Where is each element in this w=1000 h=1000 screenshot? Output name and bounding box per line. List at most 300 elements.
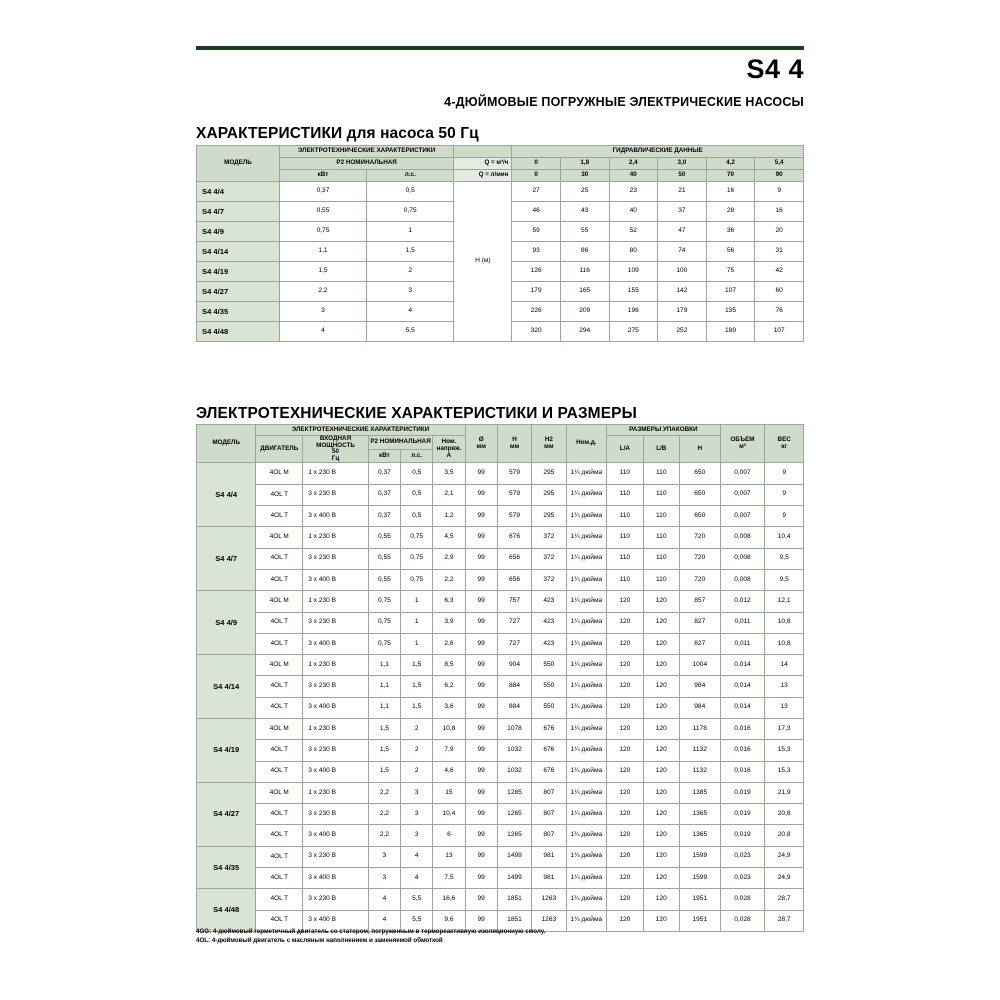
row-weight: 9,5 — [765, 569, 804, 590]
row-lb: 120 — [643, 889, 679, 910]
row-pack-h: 650 — [679, 463, 720, 484]
row-amp: 9,6 — [433, 910, 465, 931]
footnote-4ol-text: 4OL: 4-дюймовый двигатель с масляным наполнением и заменяемой обмоткой — [196, 937, 443, 945]
table-header-row-1 — [197, 425, 804, 436]
row-volume: 0,007 — [720, 484, 765, 505]
row-nomd: 1¼ дюйма — [566, 761, 607, 782]
col-hp: л.с. — [367, 170, 454, 182]
row-h2: 676 — [532, 761, 566, 782]
row-motor: 4OL M — [256, 655, 303, 676]
row-weight: 21,9 — [765, 782, 804, 803]
row-lb: 120 — [643, 804, 679, 825]
row-amp: 10,8 — [433, 719, 465, 740]
row-weight: 13 — [765, 676, 804, 697]
row-pack-h: 827 — [679, 612, 720, 633]
row-kw: 0,55 — [368, 527, 400, 548]
row-h2: 676 — [532, 719, 566, 740]
row-amp: 2,1 — [433, 484, 465, 505]
row-weight: 28,7 — [765, 889, 804, 910]
row-model: S4 4/7 — [197, 202, 280, 222]
row-diam: 99 — [465, 527, 497, 548]
col-lb: L/B — [643, 436, 679, 463]
footnote-4gg-text: 4GG: 4-дюймовый герметичный двигатель со статором, погруженным в термореактивную изоляционную смолу. — [196, 928, 546, 935]
row-motor: 4OL T — [256, 484, 303, 505]
row-pack-h: 1365 — [679, 804, 720, 825]
row-head-value: 196 — [609, 302, 658, 322]
row-model-group: S4 4/4 — [197, 463, 256, 527]
table-row — [197, 804, 804, 825]
row-lb: 110 — [643, 569, 679, 590]
table-header-row-2 — [197, 158, 804, 170]
row-head-value: 47 — [658, 222, 707, 242]
row-lb: 120 — [643, 846, 679, 867]
table-row — [197, 868, 804, 889]
row-la: 120 — [607, 719, 643, 740]
row-weight: 9 — [765, 463, 804, 484]
row-head-value: 27 — [512, 182, 561, 202]
table-row — [197, 676, 804, 697]
row-motor: 4OL M — [256, 719, 303, 740]
row-lb: 110 — [643, 463, 679, 484]
row-amp: 15 — [433, 782, 465, 803]
row-head-value: 28 — [706, 202, 755, 222]
table-row — [197, 484, 804, 505]
row-weight: 13 — [765, 697, 804, 718]
row-amp: 6 — [433, 825, 465, 846]
row-nomd: 1¼ дюйма — [566, 676, 607, 697]
col-model: МОДЕЛЬ — [197, 146, 280, 182]
row-h: 1285 — [497, 782, 531, 803]
row-amp: 13 — [433, 846, 465, 867]
row-head-value: 155 — [609, 282, 658, 302]
q-lmin-value: 0 — [512, 170, 561, 182]
row-kw: 1,1 — [368, 655, 400, 676]
table-row — [197, 182, 804, 202]
row-kw: 1,5 — [279, 262, 366, 282]
row-volume: 0,023 — [720, 846, 765, 867]
row-pack-h: 1365 — [679, 825, 720, 846]
row-kw: 0,37 — [368, 506, 400, 527]
row-hp: 1,5 — [401, 676, 433, 697]
q-lmin-value: 90 — [755, 170, 804, 182]
row-head-value: 21 — [658, 182, 707, 202]
row-diam: 99 — [465, 612, 497, 633]
dimensions-table-wrap — [196, 424, 804, 932]
row-h2: 981 — [532, 868, 566, 889]
row-weight: 9 — [765, 506, 804, 527]
col-diam: Ø мм — [465, 425, 497, 463]
table-row — [197, 846, 804, 867]
row-kw: 0,55 — [368, 569, 400, 590]
row-kw: 0,75 — [279, 222, 366, 242]
row-pack-h: 720 — [679, 548, 720, 569]
row-amp: 2,6 — [433, 633, 465, 654]
row-head-value: 55 — [560, 222, 609, 242]
row-input-power: 3 x 230 B — [303, 846, 369, 867]
row-h: 1032 — [497, 740, 531, 761]
row-head-value: 126 — [512, 262, 561, 282]
row-la: 120 — [607, 889, 643, 910]
row-amp: 10,4 — [433, 804, 465, 825]
row-volume: 0,011 — [720, 633, 765, 654]
row-nomd: 1¼ дюйма — [566, 484, 607, 505]
row-kw: 1,1 — [368, 697, 400, 718]
row-diam: 99 — [465, 846, 497, 867]
q-m3h-value: 1,8 — [560, 158, 609, 170]
row-kw: 1,1 — [368, 676, 400, 697]
row-kw: 3 — [368, 868, 400, 889]
row-motor: 4OL T — [256, 910, 303, 931]
row-nomd: 1¼ дюйма — [566, 633, 607, 654]
row-h2: 676 — [532, 740, 566, 761]
row-h: 884 — [497, 697, 531, 718]
row-weight: 9,5 — [765, 548, 804, 569]
col-h: H мм — [497, 425, 531, 463]
row-head-value: 75 — [706, 262, 755, 282]
row-pack-h: 1599 — [679, 868, 720, 889]
page-subtitle: 4-ДЮЙМОВЫЕ ПОГРУЖНЫЕ ЭЛЕКТРИЧЕСКИЕ НАСОСЫ — [444, 95, 804, 109]
col-volume: ОБЪЕМ м³ — [720, 425, 765, 463]
row-head-value: 37 — [658, 202, 707, 222]
row-nomd: 1¼ дюйма — [566, 804, 607, 825]
row-hp: 2 — [401, 740, 433, 761]
row-nomd: 1¼ дюйма — [566, 868, 607, 889]
row-head-value: 31 — [755, 242, 804, 262]
row-hp: 2 — [401, 719, 433, 740]
row-nomd: 1¼ дюйма — [566, 697, 607, 718]
row-volume: 0,019 — [720, 782, 765, 803]
row-model-group: S4 4/19 — [197, 719, 256, 783]
row-nomd: 1¼ дюйма — [566, 910, 607, 931]
row-pack-h: 1951 — [679, 889, 720, 910]
row-weight: 20,8 — [765, 825, 804, 846]
row-amp: 4,5 — [433, 527, 465, 548]
row-motor: 4OL T — [256, 889, 303, 910]
row-kw: 3 — [279, 302, 366, 322]
row-h: 1265 — [497, 804, 531, 825]
dimensions-table — [196, 424, 804, 932]
row-input-power: 3 x 400 B — [303, 761, 369, 782]
q-m3h-value: 2,4 — [609, 158, 658, 170]
row-amp: 3,5 — [433, 463, 465, 484]
row-h: 676 — [497, 527, 531, 548]
row-hp: 5,5 — [401, 910, 433, 931]
row-volume: 0,023 — [720, 868, 765, 889]
footnotes — [196, 927, 545, 946]
col-model: МОДЕЛЬ — [197, 425, 256, 463]
row-nomd: 1¼ дюйма — [566, 655, 607, 676]
row-kw: 2,2 — [368, 782, 400, 803]
row-amp: 3,6 — [433, 697, 465, 718]
table-row — [197, 825, 804, 846]
col-hp: л.с. — [401, 449, 433, 463]
row-h: 579 — [497, 484, 531, 505]
row-nomd: 1¼ дюйма — [566, 825, 607, 846]
row-hp: 1,5 — [367, 242, 454, 262]
row-volume: 0,028 — [720, 910, 765, 931]
row-diam: 99 — [465, 804, 497, 825]
row-h: 656 — [497, 548, 531, 569]
row-diam: 99 — [465, 719, 497, 740]
group-hydro: ГИДРАВЛИЧЕСКИЕ ДАННЫЕ — [512, 146, 804, 158]
row-head-value: 226 — [512, 302, 561, 322]
col-input-power: ВХОДНАЯ МОЩНОСТЬ 50 Гц — [303, 436, 369, 463]
row-hp: 1 — [401, 633, 433, 654]
row-lb: 120 — [643, 868, 679, 889]
row-nomd: 1¼ дюйма — [566, 782, 607, 803]
row-input-power: 3 x 400 B — [303, 868, 369, 889]
row-h: 757 — [497, 591, 531, 612]
row-nomd: 1¼ дюйма — [566, 740, 607, 761]
row-kw: 1,5 — [368, 740, 400, 761]
row-volume: 0,007 — [720, 463, 765, 484]
col-motor: ДВИГАТЕЛЬ — [256, 436, 303, 463]
row-pack-h: 650 — [679, 484, 720, 505]
row-hp: 0,75 — [401, 527, 433, 548]
row-la: 120 — [607, 825, 643, 846]
row-model: S4 4/19 — [197, 262, 280, 282]
row-head-value: 25 — [560, 182, 609, 202]
row-la: 120 — [607, 697, 643, 718]
row-h: 579 — [497, 506, 531, 527]
row-head-value: 179 — [512, 282, 561, 302]
row-kw: 0,37 — [368, 463, 400, 484]
row-diam: 99 — [465, 569, 497, 590]
row-head-value: 43 — [560, 202, 609, 222]
row-diam: 99 — [465, 761, 497, 782]
row-h: 727 — [497, 633, 531, 654]
row-input-power: 1 x 230 B — [303, 527, 369, 548]
row-lb: 110 — [643, 548, 679, 569]
row-motor: 4OL M — [256, 463, 303, 484]
row-head-value: 46 — [512, 202, 561, 222]
row-input-power: 1 x 230 B — [303, 591, 369, 612]
col-p2: P2 НОМИНАЛЬНАЯ — [279, 158, 453, 170]
row-head-value: 40 — [609, 202, 658, 222]
row-model-group: S4 4/14 — [197, 655, 256, 719]
row-h2: 295 — [532, 484, 566, 505]
row-nomd: 1¼ дюйма — [566, 846, 607, 867]
row-amp: 1,2 — [433, 506, 465, 527]
row-weight: 10,8 — [765, 612, 804, 633]
row-h2: 807 — [532, 825, 566, 846]
row-diam: 99 — [465, 889, 497, 910]
row-hp: 0,5 — [401, 463, 433, 484]
row-hp: 1 — [401, 591, 433, 612]
q-m3h-value: 0 — [512, 158, 561, 170]
row-lb: 120 — [643, 633, 679, 654]
col-pack-h: H — [679, 436, 720, 463]
row-la: 120 — [607, 846, 643, 867]
row-input-power: 1 x 230 B — [303, 719, 369, 740]
row-lb: 110 — [643, 484, 679, 505]
row-amp: 7,5 — [433, 868, 465, 889]
row-kw: 0,75 — [368, 633, 400, 654]
row-motor: 4OL T — [256, 697, 303, 718]
row-weight: 15,3 — [765, 761, 804, 782]
row-head-value: 42 — [755, 262, 804, 282]
row-head-value: 74 — [658, 242, 707, 262]
table-row — [197, 761, 804, 782]
table-row — [197, 889, 804, 910]
row-amp: 4,6 — [433, 761, 465, 782]
row-kw: 3 — [368, 846, 400, 867]
row-model: S4 4/35 — [197, 302, 280, 322]
row-la: 120 — [607, 676, 643, 697]
row-model: S4 4/48 — [197, 322, 280, 342]
row-pack-h: 827 — [679, 633, 720, 654]
row-diam: 99 — [465, 697, 497, 718]
section-1-heading: ХАРАКТЕРИСТИКИ для насоса 50 Гц — [196, 125, 479, 142]
table-row — [197, 782, 804, 803]
row-hp: 4 — [367, 302, 454, 322]
h-unit-label: H (м) — [454, 182, 512, 342]
row-kw: 0,55 — [368, 548, 400, 569]
row-diam: 99 — [465, 825, 497, 846]
row-motor: 4OL T — [256, 569, 303, 590]
row-head-value: 107 — [755, 322, 804, 342]
row-hp: 2 — [401, 761, 433, 782]
table-header-row-1 — [197, 146, 804, 158]
group-electro: ЭЛЕКТРОТЕХНИЧЕСКИЕ ХАРАКТЕРИСТИКИ — [256, 425, 465, 436]
row-head-value: 100 — [658, 262, 707, 282]
row-diam: 99 — [465, 463, 497, 484]
row-la: 120 — [607, 804, 643, 825]
row-head-value: 116 — [560, 262, 609, 282]
row-h2: 550 — [532, 676, 566, 697]
row-nomd: 1¼ дюйма — [566, 463, 607, 484]
row-diam: 99 — [465, 910, 497, 931]
row-pack-h: 720 — [679, 527, 720, 548]
row-volume: 0,016 — [720, 719, 765, 740]
row-kw: 4 — [368, 910, 400, 931]
row-la: 110 — [607, 484, 643, 505]
table-row — [197, 591, 804, 612]
row-la: 110 — [607, 569, 643, 590]
row-amp: 2,9 — [433, 548, 465, 569]
page-title: S4 4 — [746, 54, 804, 84]
row-la: 110 — [607, 463, 643, 484]
row-lb: 120 — [643, 697, 679, 718]
row-lb: 120 — [643, 740, 679, 761]
q-lmin-value: 70 — [706, 170, 755, 182]
row-kw: 2,2 — [279, 282, 366, 302]
row-lb: 120 — [643, 910, 679, 931]
row-volume: 0,007 — [720, 506, 765, 527]
row-amp: 6,2 — [433, 676, 465, 697]
row-lb: 120 — [643, 782, 679, 803]
row-diam: 99 — [465, 484, 497, 505]
row-lb: 110 — [643, 506, 679, 527]
row-volume: 0,008 — [720, 548, 765, 569]
row-amp: 8,5 — [433, 655, 465, 676]
row-h2: 981 — [532, 846, 566, 867]
row-volume: 0,008 — [720, 527, 765, 548]
row-la: 120 — [607, 633, 643, 654]
row-model: S4 4/27 — [197, 282, 280, 302]
row-hp: 3 — [401, 825, 433, 846]
row-nomd: 1¼ дюйма — [566, 591, 607, 612]
row-weight: 12,1 — [765, 591, 804, 612]
row-diam: 99 — [465, 548, 497, 569]
row-input-power: 3 x 230 B — [303, 548, 369, 569]
row-model-group: S4 4/35 — [197, 846, 256, 889]
row-la: 120 — [607, 910, 643, 931]
row-nomd: 1¼ дюйма — [566, 719, 607, 740]
row-pack-h: 1132 — [679, 761, 720, 782]
row-la: 110 — [607, 527, 643, 548]
row-kw: 1,5 — [368, 761, 400, 782]
row-kw: 0,37 — [368, 484, 400, 505]
row-hp: 1 — [367, 222, 454, 242]
row-head-value: 107 — [706, 282, 755, 302]
row-head-value: 76 — [755, 302, 804, 322]
row-weight: 28,7 — [765, 910, 804, 931]
row-diam: 99 — [465, 655, 497, 676]
row-model-group: S4 4/48 — [197, 889, 256, 932]
footnote-4gg — [196, 927, 545, 936]
row-diam: 99 — [465, 591, 497, 612]
row-head-value: 36 — [706, 222, 755, 242]
col-weight: ВЕС кг — [765, 425, 804, 463]
row-la: 120 — [607, 612, 643, 633]
row-hp: 5,5 — [367, 322, 454, 342]
row-motor: 4OL T — [256, 676, 303, 697]
row-lb: 120 — [643, 825, 679, 846]
row-la: 110 — [607, 506, 643, 527]
row-hp: 4 — [401, 846, 433, 867]
table-row — [197, 740, 804, 761]
row-input-power: 1 x 230 B — [303, 655, 369, 676]
row-diam: 99 — [465, 782, 497, 803]
row-head-value: 93 — [512, 242, 561, 262]
row-lb: 120 — [643, 761, 679, 782]
table-row — [197, 463, 804, 484]
row-h2: 372 — [532, 548, 566, 569]
row-volume: 0,008 — [720, 569, 765, 590]
row-weight: 14 — [765, 655, 804, 676]
row-diam: 99 — [465, 868, 497, 889]
performance-table — [196, 145, 804, 342]
row-h: 1499 — [497, 846, 531, 867]
row-la: 120 — [607, 782, 643, 803]
row-amp: 3,9 — [433, 612, 465, 633]
table-row — [197, 569, 804, 590]
table-header-row-3 — [197, 170, 804, 182]
row-motor: 4OL T — [256, 825, 303, 846]
row-weight: 10,8 — [765, 633, 804, 654]
table-row — [197, 655, 804, 676]
row-kw: 2,2 — [368, 804, 400, 825]
row-lb: 120 — [643, 676, 679, 697]
row-kw: 2,2 — [368, 825, 400, 846]
row-input-power: 3 x 400 B — [303, 569, 369, 590]
row-h: 656 — [497, 569, 531, 590]
row-weight: 9 — [765, 484, 804, 505]
row-head-value: 165 — [560, 282, 609, 302]
row-pack-h: 984 — [679, 676, 720, 697]
row-input-power: 3 x 230 B — [303, 676, 369, 697]
row-kw: 0,37 — [279, 182, 366, 202]
row-head-value: 80 — [609, 242, 658, 262]
row-hp: 0,5 — [367, 182, 454, 202]
table-row — [197, 633, 804, 654]
col-kw: кВт — [368, 449, 400, 463]
table-row — [197, 548, 804, 569]
row-hp: 3 — [401, 782, 433, 803]
q-m3h-value: 4,2 — [706, 158, 755, 170]
row-input-power: 3 x 230 B — [303, 612, 369, 633]
